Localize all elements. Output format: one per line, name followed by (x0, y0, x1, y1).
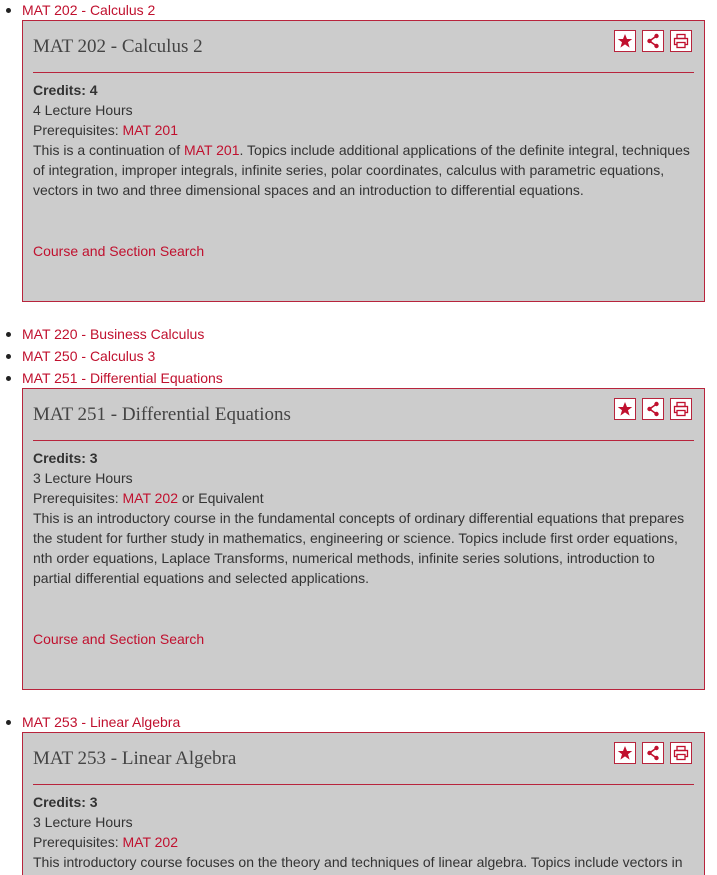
card-body (33, 448, 694, 588)
course-link-label[interactable]: MAT 251 - Differential Equations (22, 370, 223, 386)
prereq-label: Prerequisites: (33, 834, 123, 850)
lecture-hours: 3 Lecture Hours (33, 814, 133, 830)
prerequisites (33, 832, 694, 852)
share-icon (645, 401, 661, 417)
credits: Credits: 4 (33, 82, 98, 98)
bullet (6, 376, 11, 381)
prereq-link[interactable]: MAT 202 (122, 834, 178, 850)
prereq-suffix: or Equivalent (178, 490, 264, 506)
print-icon (673, 401, 689, 417)
print-button[interactable] (670, 30, 692, 52)
title-divider (33, 784, 694, 785)
course-card-mat202 (22, 20, 705, 302)
course-link-label[interactable]: MAT 250 - Calculus 3 (22, 348, 156, 364)
course-description (33, 140, 694, 200)
share-button[interactable] (642, 742, 664, 764)
prereq-label: Prerequisites: (33, 122, 123, 138)
description-text: This is a continuation of (33, 142, 184, 158)
card-actions (614, 398, 692, 420)
prerequisites (33, 120, 694, 140)
share-button[interactable] (642, 30, 664, 52)
share-icon (645, 745, 661, 761)
description-course-link[interactable]: MAT 201 (183, 142, 240, 158)
card-actions (614, 30, 692, 52)
card-title: MAT 251 - Differential Equations (33, 404, 291, 425)
share-icon (645, 33, 661, 49)
course-section-search-link[interactable]: Course and Section Search (33, 631, 205, 647)
title-divider (33, 440, 694, 441)
course-link-mat202[interactable] (22, 0, 155, 20)
description-text: . Topics include additional applications of the definite integral, techniques of integration, improper integrals, infinite series, polar coordinates, calculus with parametric equations, vectors in two and three dimensional spaces and an introduction to differential equations. (33, 142, 690, 198)
course-link-mat220[interactable] (22, 324, 204, 344)
course-link-mat250[interactable] (22, 346, 155, 366)
course-description: This is an introductory course in the fundamental concepts of ordinary differential equations that prepares the student for further study in mathematics, engineering or science. Topics include first order equations, nth order equations, Laplace Transforms, numerical methods, infinite series solutions, introduction to partial differential equations and selected applications. (33, 510, 685, 586)
bullet (6, 354, 11, 359)
course-description: This introductory course focuses on the theory and techniques of linear algebra. Topics include vectors in (33, 854, 683, 870)
prereq-link[interactable]: MAT 201 (122, 122, 178, 138)
favorite-button[interactable] (614, 742, 636, 764)
prereq-link[interactable]: MAT 202 (122, 490, 178, 506)
print-icon (673, 33, 689, 49)
card-title: MAT 202 - Calculus 2 (33, 36, 203, 57)
course-section-search-link[interactable]: Course and Section Search (33, 243, 205, 259)
bullet (6, 720, 11, 725)
card-body (33, 80, 694, 200)
course-link-mat251[interactable] (22, 368, 223, 388)
print-button[interactable] (670, 742, 692, 764)
course-link-label[interactable]: MAT 202 - Calculus 2 (22, 2, 156, 18)
favorite-button[interactable] (614, 30, 636, 52)
lecture-hours: 3 Lecture Hours (33, 470, 133, 486)
credits: Credits: 3 (33, 450, 98, 466)
star-icon (617, 401, 633, 417)
card-actions (614, 742, 692, 764)
credits: Credits: 3 (33, 794, 98, 810)
course-card-mat251 (22, 388, 705, 690)
title-divider (33, 72, 694, 73)
star-icon (617, 33, 633, 49)
star-icon (617, 745, 633, 761)
card-body (33, 792, 694, 872)
course-link-label[interactable]: MAT 253 - Linear Algebra (22, 714, 181, 730)
prerequisites (33, 488, 694, 508)
bullet (6, 8, 11, 13)
course-link-label[interactable]: MAT 220 - Business Calculus (22, 326, 205, 342)
prereq-label: Prerequisites: (33, 490, 123, 506)
share-button[interactable] (642, 398, 664, 420)
bullet (6, 332, 11, 337)
card-title: MAT 253 - Linear Algebra (33, 748, 237, 769)
print-icon (673, 745, 689, 761)
course-link-mat253[interactable] (22, 712, 180, 732)
lecture-hours: 4 Lecture Hours (33, 102, 133, 118)
favorite-button[interactable] (614, 398, 636, 420)
print-button[interactable] (670, 398, 692, 420)
course-card-mat253 (22, 732, 705, 875)
